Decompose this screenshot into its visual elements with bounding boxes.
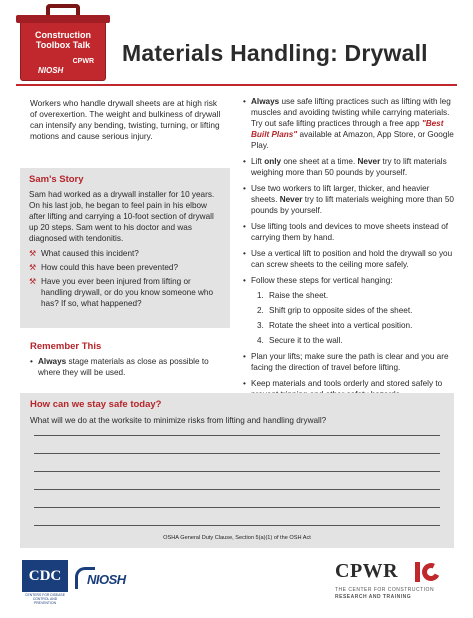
remember-item-text: stage materials as close as possible to where they will be used.	[38, 357, 209, 377]
tip-bold: Never	[357, 157, 381, 166]
cpwr-wordmark: CPWR	[335, 560, 399, 582]
answer-line[interactable]	[34, 507, 440, 508]
app-link[interactable]: "Best Built Plans"	[251, 119, 444, 139]
niosh-logo	[75, 567, 133, 589]
cpwr-logo	[335, 560, 455, 604]
step-text: Secure it to the wall.	[269, 336, 343, 345]
tip-text: Lift	[251, 157, 265, 166]
tip-item: • Use lifting tools and devices to move sheets instead of carrying them by hand.	[243, 221, 455, 243]
discussion-heading: How can we stay safe today?	[30, 399, 162, 410]
tip-item: • Use a vertical lift to position and hold the drywall so you can screw sheets to the ceiling more safely.	[243, 248, 455, 270]
step-item	[251, 290, 455, 301]
story-question	[29, 276, 221, 309]
hammer-icon: ⚒	[29, 263, 37, 272]
remember-heading: Remember This	[30, 341, 102, 352]
step-number: 3.	[257, 321, 264, 330]
hanging-steps	[251, 290, 455, 346]
tip-text: Use two workers to lift larger, thicker, and heavier sheets.	[251, 184, 430, 204]
step-text: Raise the sheet.	[269, 291, 329, 300]
discussion-box	[20, 393, 454, 548]
page-title: Materials Handling: Drywall	[122, 40, 428, 66]
discussion-question: What will we do at the worksite to minimize risks from lifting and handling drywall?	[30, 416, 327, 425]
tip-bold: Always	[251, 97, 280, 106]
step-number: 2.	[257, 306, 264, 315]
toolbox-lid	[16, 15, 110, 23]
osha-citation: OSHA General Duty Clause, Section 5(a)(1) of the OSH Act	[163, 535, 311, 541]
cpwr-tagline-2: RESEARCH AND TRAINING	[335, 594, 412, 600]
cpwr-mark-icon	[415, 562, 439, 584]
story-question-text: Have you ever been injured from lifting or handling drywall, or do you know someone who has? If so, what happened?	[41, 277, 214, 308]
remember-item-bold: Always	[38, 357, 67, 366]
answer-line[interactable]	[34, 453, 440, 454]
tip-item	[243, 156, 455, 178]
cpwr-mark-ring	[419, 560, 442, 583]
story-question-text: How could this have been prevented?	[41, 263, 179, 272]
toolbox-talk-logo	[16, 4, 110, 82]
answer-line[interactable]	[34, 525, 440, 526]
tip-text: Follow these steps for vertical hanging:	[251, 276, 393, 285]
remember-list	[30, 356, 230, 378]
story-question-text: What caused this incident?	[41, 249, 139, 258]
step-item	[251, 305, 455, 316]
tip-item: • Plan your lifts; make sure the path is clear and you are facing the direction of travel before lifting.	[243, 351, 455, 373]
answer-line[interactable]	[34, 489, 440, 490]
story-heading: Sam's Story	[29, 174, 84, 185]
remember-item	[30, 356, 230, 378]
step-number: 1.	[257, 291, 264, 300]
tips-list	[243, 96, 455, 400]
story-question	[29, 262, 221, 273]
toolbox-niosh-text: NIOSH	[38, 66, 64, 75]
tip-bold: Never	[279, 195, 303, 204]
answer-line[interactable]	[34, 471, 440, 472]
tip-item	[243, 183, 455, 216]
tip-bold: only	[264, 157, 282, 166]
story-box	[20, 168, 230, 328]
step-text: Rotate the sheet into a vertical position.	[269, 321, 413, 330]
toolbox-label	[22, 30, 104, 50]
step-item	[251, 335, 455, 346]
cpwr-mark-bar	[415, 562, 420, 582]
toolbox-label-line2: Toolbox Talk	[35, 40, 91, 50]
intro-paragraph: Workers who handle drywall sheets are at high risk of overexertion. The weight and bulkiness of drywall can intensify any bending, twisting, turning, or lifting motions and cause serious injury.	[30, 98, 221, 141]
tip-text: one sheet at a time.	[281, 157, 358, 166]
answer-line[interactable]	[34, 435, 440, 436]
step-number: 4.	[257, 336, 264, 345]
toolbox-partner-logos	[38, 58, 94, 76]
header-divider	[16, 84, 457, 86]
tip-item-steps	[243, 275, 455, 346]
story-question	[29, 248, 221, 259]
hammer-icon: ⚒	[29, 277, 37, 286]
niosh-wordmark: NIOSH	[87, 572, 126, 587]
tip-text: use safe lifting practices such as lifting with leg muscles and avoiding twisting while carrying materials. Try out safe lifting practices through a free app	[251, 97, 451, 128]
hammer-icon: ⚒	[29, 249, 37, 258]
tip-text: available at Amazon, App Store, or Google Play.	[251, 130, 454, 150]
step-text: Shift grip to opposite sides of the sheet.	[269, 306, 413, 315]
cpwr-tagline-1: THE CENTER FOR CONSTRUCTION	[335, 587, 435, 593]
tip-item: • Keep materials and tools orderly and stored safely to	[243, 378, 455, 400]
cdc-subtitle: CENTERS FOR DISEASE CONTROL AND PREVENTION	[25, 593, 65, 605]
tip-text: try to lift materials weighing more than 50 pounds by yourself.	[251, 157, 447, 177]
step-item	[251, 320, 455, 331]
tips-column	[243, 96, 455, 405]
remember-section	[30, 341, 230, 378]
tip-text: try to lift materials weighing more than 50 pounds by yourself.	[251, 195, 454, 215]
toolbox-label-line1: Construction	[35, 30, 91, 40]
tip-item	[243, 96, 455, 151]
toolbox-cpwr-text: CPWR	[72, 58, 94, 65]
cdc-seal: CDC	[22, 560, 68, 592]
story-questions	[29, 248, 221, 309]
cdc-logo	[22, 560, 68, 604]
story-body: Sam had worked as a drywall installer for 10 years. On his last job, he began to feel pain in his elbow after lifting and carrying a 10-foot section of drywall up 20 steps. Sam went to his doctor and was diagnosed with tendonitis.	[29, 190, 215, 243]
